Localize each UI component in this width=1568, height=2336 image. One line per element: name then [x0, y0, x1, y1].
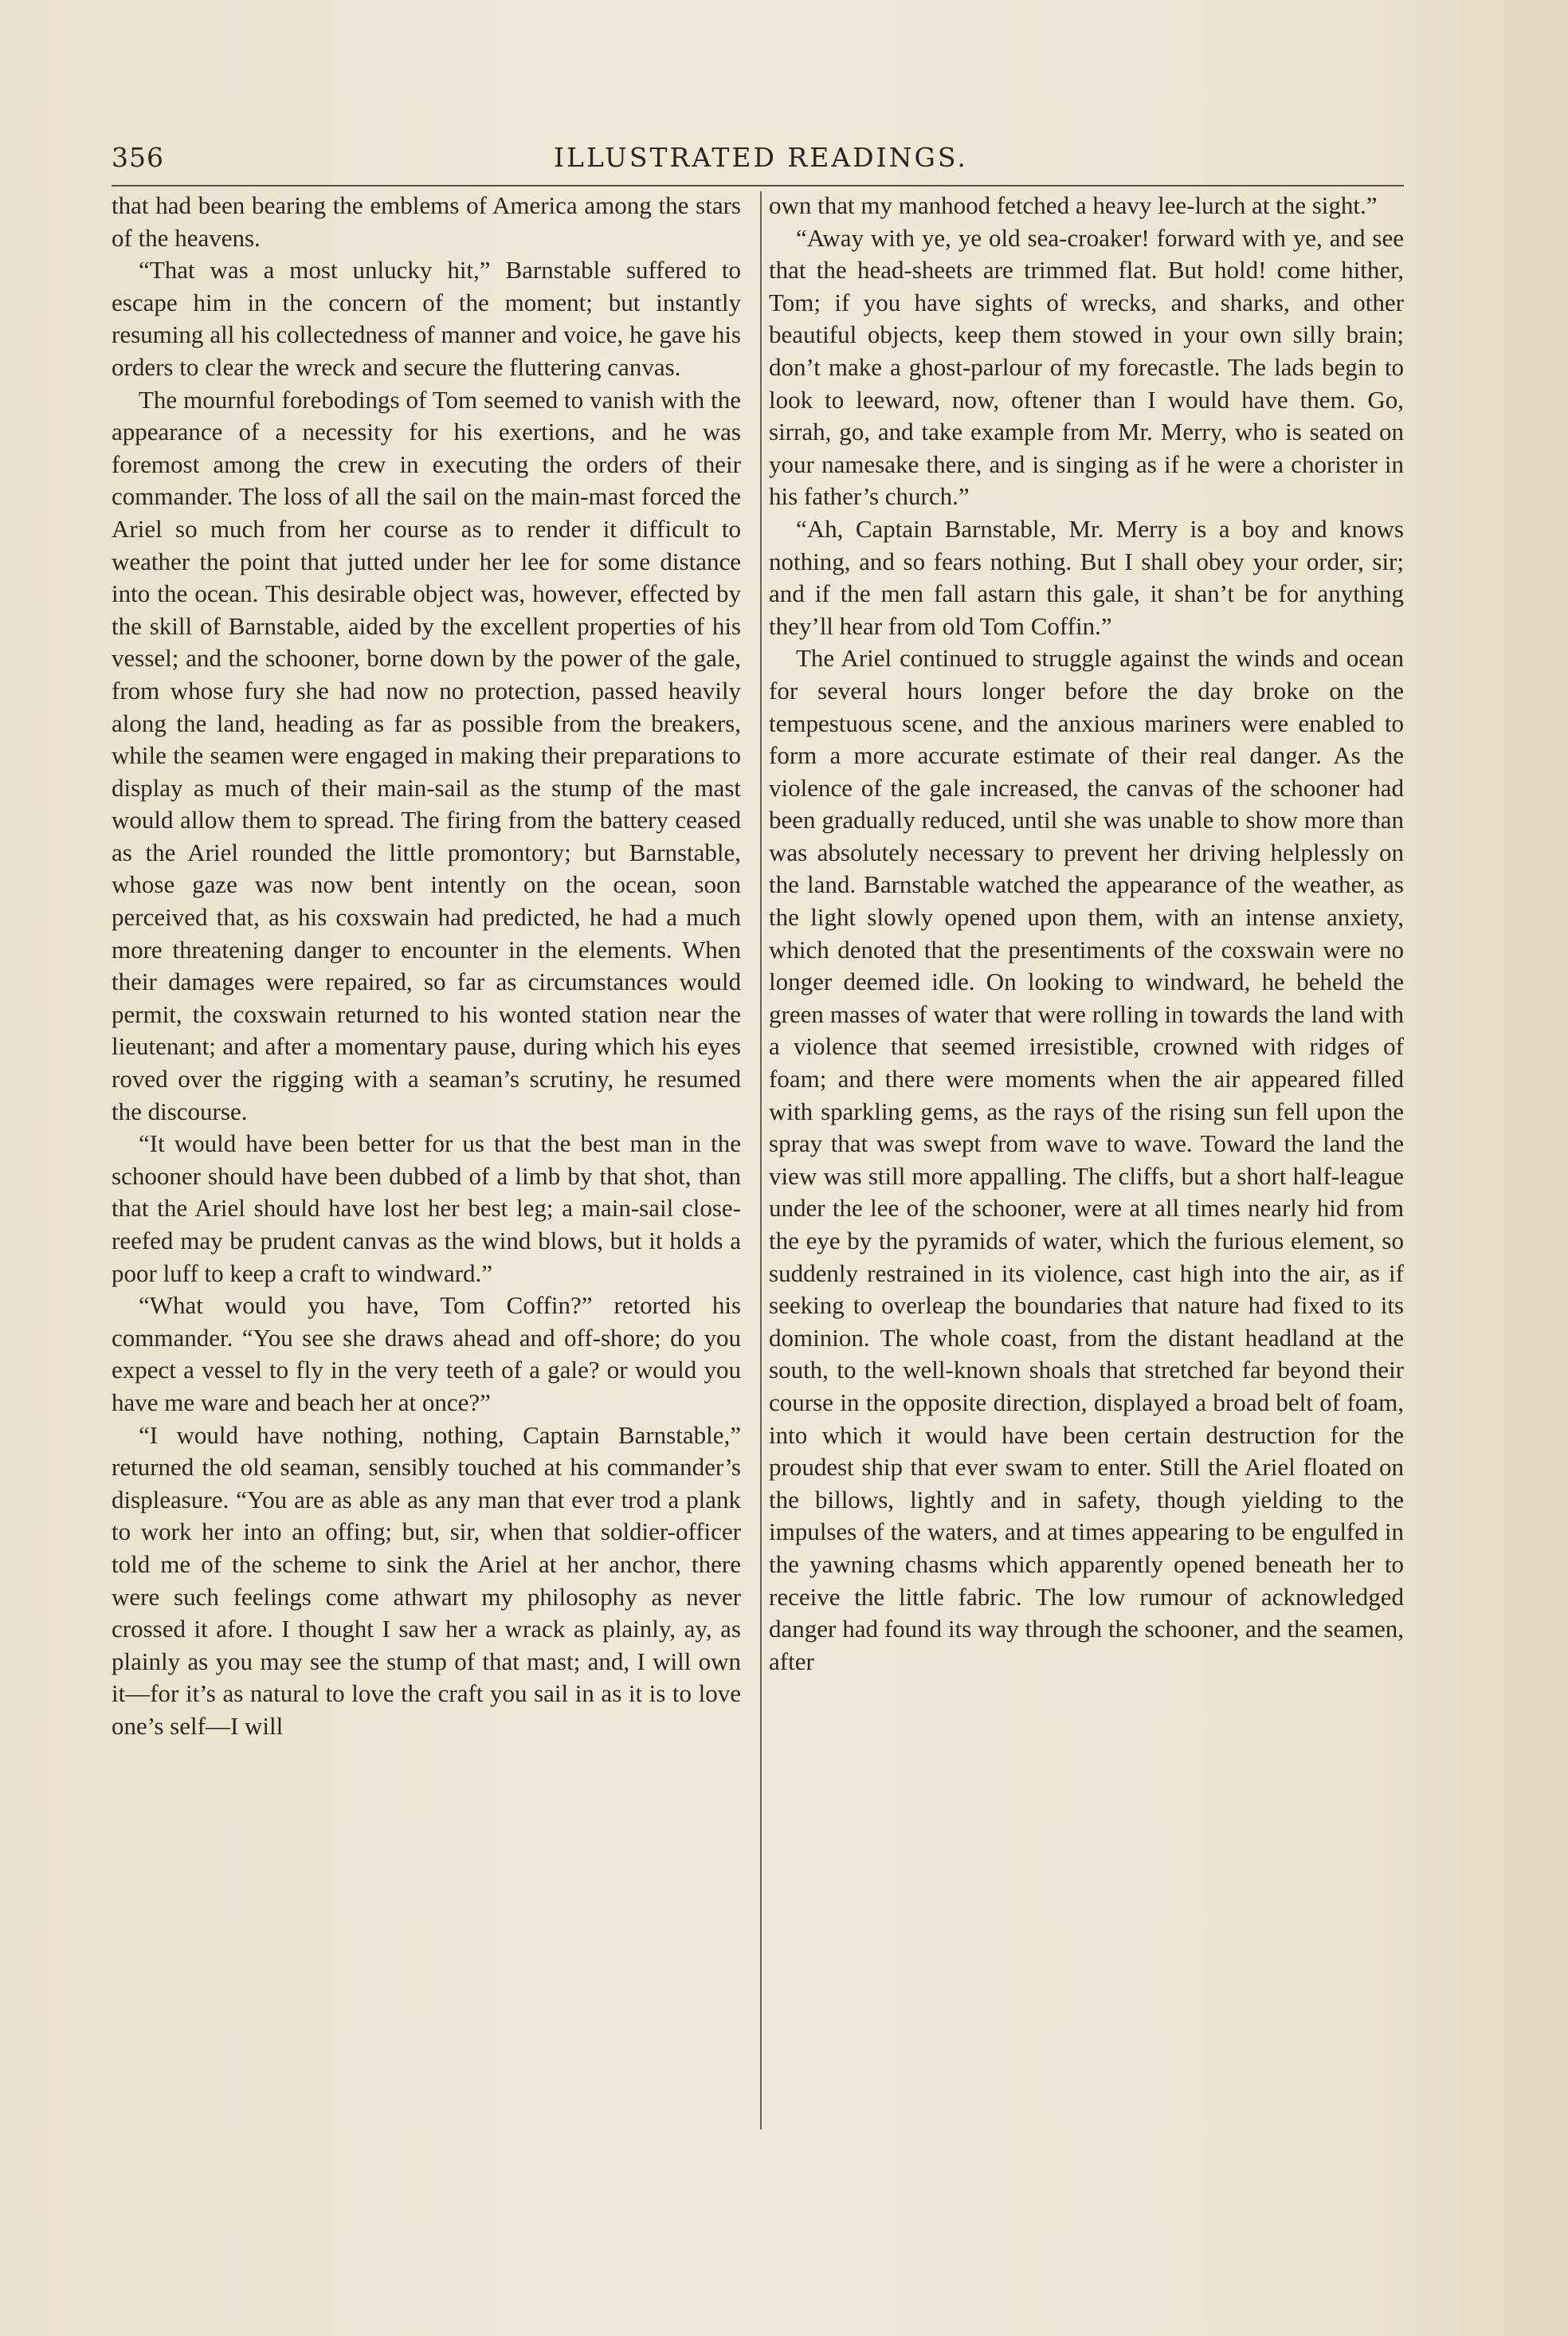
paragraph: The Ariel continued to struggle against the winds and ocean for several hours longer before the day broke on the tempestuous scene, and the anxious mariners were enabled to form a more accurate estimate of their real danger. As the violence of the gale increased, the canvas of the schooner had been gradually reduced, until she was unable to show more than was absolutely necessary to prevent her driving helplessly on the land. Barnstable watched the appearance of the weather, as the light slowly opened upon them, with an intense anxiety, which denoted that the presentiments of the coxswain were no longer deemed idle. On looking to windward, he beheld the green masses of water that were rolling in towards the land with a violence that seemed irresistible, crowned with ridges of foam; and there were moments when the air appeared filled with sparkling gems, as the rays of the rising sun fell upon the spray that was swept from wave to wave. Toward the land the view was still more appalling. The cliffs, but a short half-league under the lee of the schooner, were at all times nearly hid from the eye by the pyramids of water, which the furious element, so suddenly restrained in its violence, cast high into the air, as if seeking to overleap the boundaries that nature had fixed to its dominion. The whole coast, from the distant headland at the south, to the well-known shoals that stretched far beyond their course in the opposite direction, displayed a broad belt of foam, into which it would have been certain destruction for the proudest ship that ever swam to enter. Still the Ariel floated on the billows, lightly and in safety, though yielding to the impulses of the waters, and at times appearing to be engulfed in the yawning chasms which apparently opened beneath her to receive the little fabric. The low rumour of acknowledged danger had found its way through the schooner, and the seamen, after: [769, 644, 1404, 1675]
page-header: [112, 137, 1402, 185]
running-title: ILLUSTRATED READINGS.: [554, 142, 968, 173]
paragraph: “What would you have, Tom Coffin?” retorted his commander. “You see she draws ahead and off-shore; do you expect a vessel to fly in the very teeth of a gale? or would you have me ware and beach her at once?”: [112, 1291, 741, 1416]
paragraph: “That was a most unlucky hit,” Barnstable suffered to escape him in the concern of the moment; but instantly resuming all his collectedness of manner and voice, he gave his orders to clear the wreck and secure the fluttering canvas.: [112, 256, 741, 381]
column-divider: [760, 191, 762, 2130]
paragraph: The mournful forebodings of Tom seemed to vanish with the appearance of a necessity for his exertions, and he was foremost among the crew in executing the orders of their commander. The loss of all the sail on the main-mast forced the Ariel so much from her course as to render it difficult to weather the point that jutted under her lee for some distance into the ocean. This desirable object was, however, effected by the skill of Barnstable, aided by the excellent properties of his vessel; and the schooner, borne down by the power of the gale, from whose fury she had now no protection, passed heavily along the land, heading as far as possible from the breakers, while the seamen were engaged in making their preparations to display as much of their main-sail as the stump of the mast would allow them to spread. The firing from the battery ceased as the Ariel rounded the little promontory; but Barnstable, whose gaze was now bent intently on the ocean, soon perceived that, as his coxswain had predicted, he had a much more threatening danger to encounter in the elements. When their damages were repaired, so far as circumstances would permit, the coxswain returned to his wonted station near the lieutenant; and after a momentary pause, during which his eyes roved over the rigging with a seaman’s scrutiny, he resumed the discourse.: [112, 385, 741, 1125]
right-column: [769, 190, 1404, 1678]
paragraph: that had been bearing the emblems of America among the stars of the heavens.: [112, 191, 741, 252]
paragraph: own that my manhood fetched a heavy lee-lurch at the sight.”: [769, 191, 1378, 219]
paragraph: “Away with ye, ye old sea-croaker! forward with ye, and see that the head-sheets are trimmed flat. But hold! come hither, Tom; if you have sights of wrecks, and sharks, and other beautiful objects, keep them stowed in your own silly brain; don’t make a ghost-parlour of my forecastle. The lads begin to look to leeward, now, oftener than I would have them. Go, sirrah, go, and take example from Mr. Merry, who is seated on your namesake there, and is singing as if he were a chorister in his father’s church.”: [769, 223, 1404, 511]
left-column: [112, 190, 741, 1743]
paragraph: “It would have been better for us that the best man in the schooner should have been dubbed of a limb by that shot, than that the Ariel should have lost her best leg; a main-sail close-reefed may be prudent canvas as the wind blows, but it holds a poor luff to keep a craft to windward.”: [112, 1129, 741, 1287]
paragraph: “I would have nothing, nothing, Captain Barnstable,” returned the old seaman, sensibly touched at his commander’s displeasure. “You are as able as any man that ever trod a plank to work her into an offing; but, sir, when that soldier-officer told me of the scheme to sink the Ariel at her anchor, there were such feelings come athwart my philosophy as never crossed it afore. I thought I saw her a wrack as plainly, ay, as plainly as you may see the stump of that mast; and, I will own it—for it’s as natural to love the craft you sail in as it is to love one’s self—I will: [112, 1420, 741, 1740]
page-number: 356: [112, 142, 164, 173]
paragraph: “Ah, Captain Barnstable, Mr. Merry is a boy and knows nothing, and so fears nothing. But I shall obey your order, sir; and if the men fall astarn this gale, it shan’t be for anything they’ll hear from old Tom Coffin.”: [769, 514, 1404, 640]
header-rule: [112, 185, 1404, 186]
